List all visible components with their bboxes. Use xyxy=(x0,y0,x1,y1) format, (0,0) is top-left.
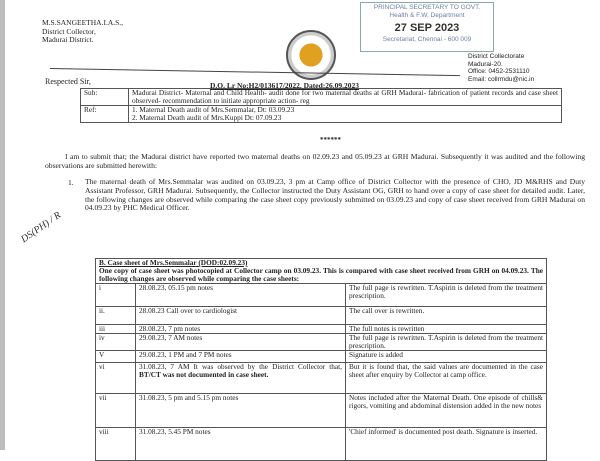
row-entry xyxy=(136,307,346,325)
row-entry xyxy=(136,351,346,363)
table-row xyxy=(96,428,547,461)
reference-number: D.O. Lr No:H2/013617/2022, Dated:26.09.2023 xyxy=(210,81,360,90)
entry-text: 31.08.23, 7 AM It was observed by the District Collector that, xyxy=(139,362,342,371)
row-finding: The full page is rewritten. T.Aspirin is deleted from the treatment prescription. xyxy=(346,284,547,307)
received-stamp xyxy=(360,2,494,52)
intro-paragraph: I am to submit that; the Madurai district have reported two maternal deaths on 02.09.23 and 05.09.23 at GRH Madurai. Subsequently it was audited and the following observations are submitted herewith: xyxy=(45,152,585,170)
row-finding: The full notes is rewritten xyxy=(346,325,547,334)
case-sheet-title: B. Case sheet of Mrs.Semmalar (DOD:02.09.23) xyxy=(99,258,248,267)
row-number: iii xyxy=(96,325,136,334)
row-number: vii xyxy=(96,394,136,428)
row-number: ii. xyxy=(96,307,136,325)
handwritten-note: DS(PH) / R xyxy=(19,209,64,246)
table-row xyxy=(96,284,547,307)
subject-table xyxy=(80,88,562,123)
entry-text: 31.08.23, 5.45 PM notes xyxy=(139,427,211,436)
entry-bold: BT/CT was not documented in case sheet. xyxy=(139,370,269,379)
table-row xyxy=(96,394,547,428)
table-row xyxy=(96,307,547,325)
row-number: vi xyxy=(96,363,136,394)
salutation: Respected Sir, xyxy=(45,77,91,86)
row-finding: But it is found that, the said values are documented in the case sheet after enquiry by Collector at camp office. xyxy=(346,363,547,394)
row-number: i xyxy=(96,284,136,307)
row-entry xyxy=(136,394,346,428)
table-row xyxy=(96,351,547,363)
row-entry xyxy=(136,363,346,394)
table-row xyxy=(96,363,547,394)
row-entry xyxy=(136,428,346,461)
address-line: District Collectorate xyxy=(468,53,525,60)
case-sheet-table xyxy=(95,258,547,461)
entry-text: 28.08.23, 7 pm notes xyxy=(139,324,201,333)
row-finding: Notes included after the Maternal Death. One episode of chills& rigors, vomiting and abdominal distension added in the new notes xyxy=(346,394,547,428)
ref-item: 1. Maternal Death audit of Mrs.Semmalar, Dt: 03.09.23 xyxy=(132,105,295,114)
item-number: 1. xyxy=(68,178,74,187)
row-number: viii xyxy=(96,428,136,461)
row-number: iv xyxy=(96,334,136,351)
entry-text: 31.08.23, 5 pm and 5.15 pm notes xyxy=(139,393,239,402)
row-number: V xyxy=(96,351,136,363)
entry-text: 29.08.23, 7 AM notes xyxy=(139,333,203,342)
address-email: Email: collrmdu@nic.in xyxy=(468,75,535,83)
stamp-date: 27 SEP 2023 xyxy=(394,22,460,34)
item-paragraph: The maternal death of Mrs.Semmalar was audited on 03.09.23, 3 pm at Camp office of District Collector with the presence of CHO, JD M&RHS and Duty Assistant Professor, GRH Madurai. Subsequently, the Collector instructed the Duty Assistant OG, GRH to hand over a copy of case sheet for detailed audit. Later, the following changes are observed while comparing the case sheet copy previously submitted on 03.09.23 and copy of case sheet received from GRH Madurai on 04.09.23 by PHC Medical Officer. xyxy=(85,177,585,213)
entry-text: 29.08.23, 1 PM and 7 PM notes xyxy=(139,350,232,359)
sub-text: Madurai District- Maternal and Child Health- audit done for two maternal deaths at GRH Madurai- fabrication of patient records and case sheet observed- recommendation to initiate appropriate action- reg xyxy=(129,89,562,106)
sender-block xyxy=(42,19,123,45)
sub-label: Sub: xyxy=(81,89,129,106)
entry-text: 28.08.23, 05.15 pm notes xyxy=(139,283,213,292)
row-entry xyxy=(136,334,346,351)
row-finding: The full page is rewritten. T.Aspirin is deleted from the treatment prescription. xyxy=(346,334,547,351)
stamp-line2: Health & F.W. Department xyxy=(389,12,465,19)
case-sheet-header xyxy=(96,259,547,284)
stamp-line1: PRINCIPAL SECRETARY TO GOVT. xyxy=(373,4,481,11)
ref-label: Ref: xyxy=(81,106,129,123)
ref-item: 2. Maternal Death audit of Mrs.Kuppi Dt: 07.09.23 xyxy=(132,113,282,122)
case-sheet-intro: One copy of case sheet was photocopied at Collector camp on 03.09.23. This is compared with case sheet received from GRH on 04.09.23. The following changes are observed while comparing the case sheets: xyxy=(99,266,543,283)
separator: ****** xyxy=(320,136,341,144)
row-entry xyxy=(136,284,346,307)
header-divider xyxy=(50,68,460,76)
sender-district: Madurai District. xyxy=(42,35,94,44)
entry-text: 28.08.23 Call over to cardiologist xyxy=(139,306,238,315)
table-row xyxy=(96,334,547,351)
row-finding: 'Chief informed' is documented post death. Signature is inserted. xyxy=(346,428,547,461)
address-phone: Office: 0452-2531110 xyxy=(468,68,530,75)
office-address xyxy=(468,53,534,83)
sender-name: M.S.SANGEETHA.I.A.S., xyxy=(42,18,124,27)
row-finding: The call over is rewritten. xyxy=(346,307,547,325)
stamp-line3: Secretariat, Chennai - 600 009 xyxy=(382,36,472,43)
address-line: Madurai-20. xyxy=(468,60,503,68)
scan-edge xyxy=(0,0,5,450)
row-finding: Signature is added xyxy=(346,351,547,363)
sender-title: District Collector, xyxy=(42,26,96,36)
